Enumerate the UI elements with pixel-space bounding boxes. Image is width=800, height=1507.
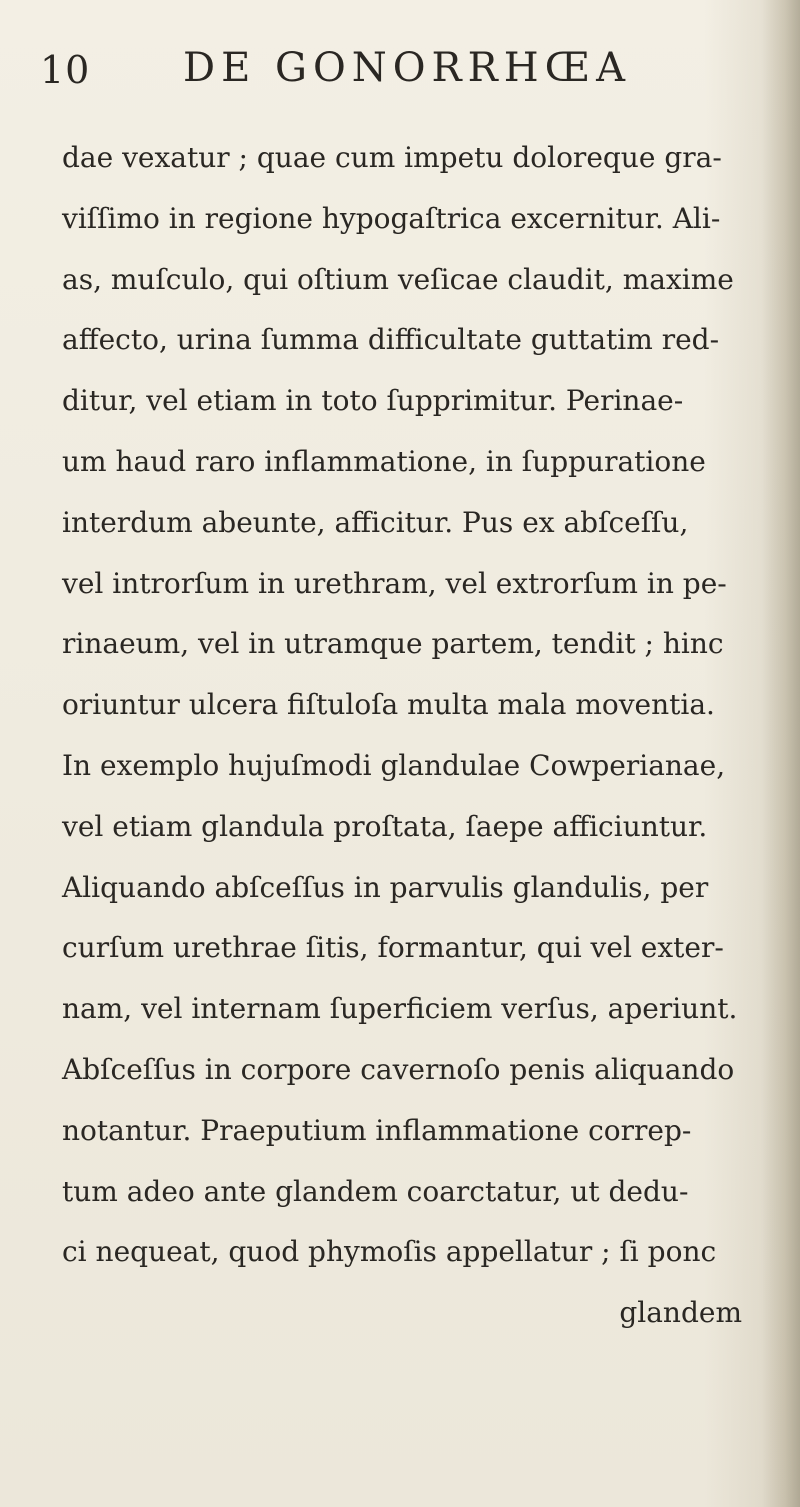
text-line-13: Aliquando abſceſſus in parvulis glandulis, per [62, 870, 709, 904]
text-line-3: as, muſculo, qui oſtium veſicae claudit, maxime [62, 262, 734, 296]
text-line-16: Abſceſſus in corpore cavernoſo penis aliquando [62, 1052, 735, 1086]
page-number: 10 [40, 48, 91, 92]
body-text [62, 128, 742, 1344]
text-line-7: interdum abeunte, afficitur. Pus ex abſceſſu, [62, 505, 689, 539]
text-line-15: nam, vel internam ſuperficiem verſus, aperiunt. [62, 992, 738, 1026]
text-line-10: oriuntur ulcera fiſtuloſa multa mala moventia. [62, 688, 715, 722]
text-line-2: viſſimo in regione hypogaſtrica excernitur. Ali- [62, 201, 721, 235]
running-title: DE GONORRHŒA [183, 45, 632, 91]
page-edge-shadow [762, 0, 800, 1507]
text-line-19: ci nequeat, quod phymoſis appellatur ; ſi ponc [62, 1235, 717, 1269]
text-line-14: curſum urethrae ſitis, formantur, qui vel exter- [62, 931, 724, 965]
text-line-8: vel introrſum in urethram, vel extrorſum in pe- [62, 566, 727, 600]
text-line-5: ditur, vel etiam in toto ſupprimitur. Perinae- [62, 384, 684, 418]
text-line-18: tum adeo ante glandem coarctatur, ut dedu- [62, 1174, 689, 1208]
text-line-9: rinaeum, vel in utramque partem, tendit ; hinc [62, 627, 724, 661]
text-line-6: um haud raro inflammatione, in ſuppuratione [62, 444, 706, 478]
catchword: glandem [619, 1296, 742, 1330]
text-line-1: dae vexatur ; quae cum impetu doloreque gra- [62, 141, 722, 174]
text-line-17: notantur. Praeputium inflammatione correp- [62, 1113, 692, 1147]
text-line-4: affecto, urina ſumma difficultate guttatim red- [62, 323, 720, 357]
text-line-12: vel etiam glandula proſtata, ſaepe afficiuntur. [62, 809, 708, 843]
page-header [0, 0, 800, 110]
text-line-11: In exemplo hujuſmodi glandulae Cowperianae, [62, 748, 726, 782]
